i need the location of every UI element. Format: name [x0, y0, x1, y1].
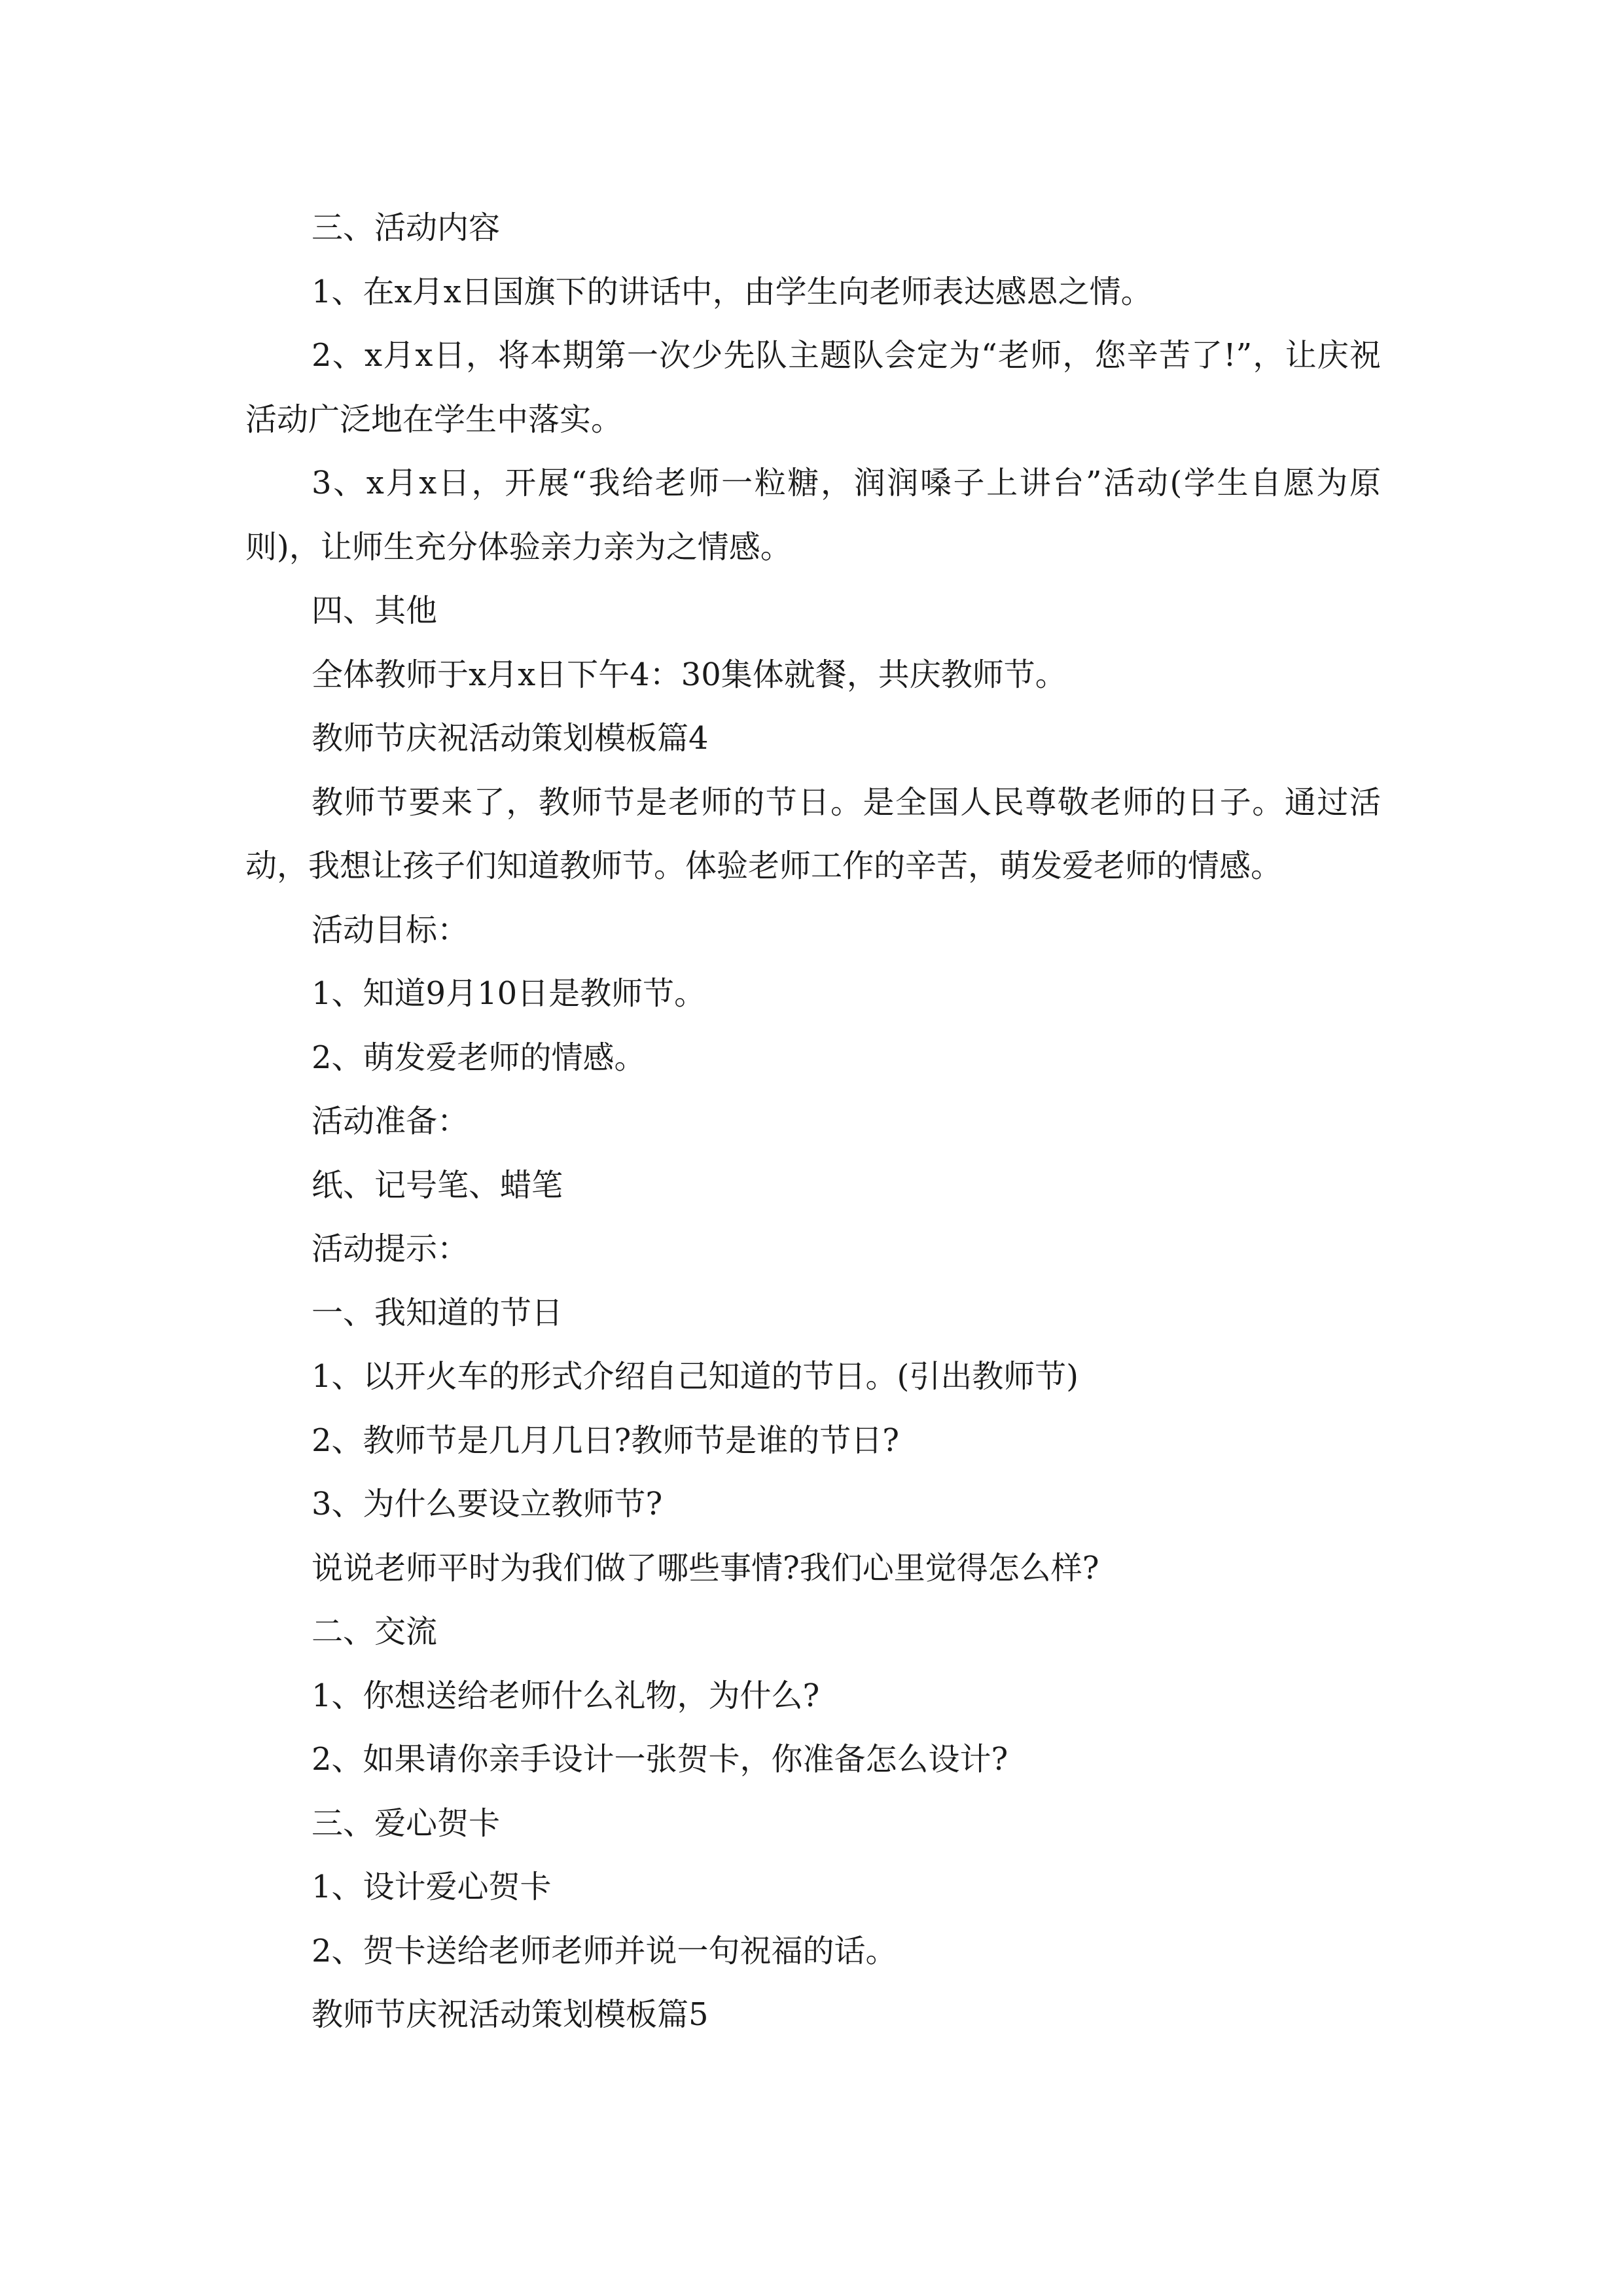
paragraph: 2、贺卡送给老师老师并说一句祝福的话。 — [312, 1932, 897, 1969]
section-heading: 活动目标： — [312, 911, 469, 948]
paragraph: 1、你想送给老师什么礼物，为什么? — [312, 1677, 820, 1714]
paragraph: 教师节要来了，教师节是老师的节日。是全国人民尊敬老师的日子。通过活动，我想让孩子们知道教师节。体验老师工作的辛苦，萌发爱老师的情感。 — [245, 783, 1381, 884]
section-heading: 四、其他 — [312, 592, 438, 629]
paragraph: 纸、记号笔、蜡笔 — [312, 1166, 563, 1204]
template-title: 教师节庆祝活动策划模板篇4 — [312, 720, 709, 757]
section-heading: 三、爱心贺卡 — [312, 1804, 501, 1842]
paragraph: 1、以开火车的形式介绍自己知道的节日。(引出教师节) — [312, 1358, 1079, 1395]
paragraph: 全体教师于x月x日下午4：30集体就餐，共庆教师节。 — [312, 656, 1067, 693]
template-title: 教师节庆祝活动策划模板篇5 — [312, 1996, 709, 2033]
section-heading: 一、我知道的节日 — [312, 1294, 563, 1331]
paragraph: 1、设计爱心贺卡 — [312, 1869, 552, 1905]
paragraph: 说说老师平时为我们做了哪些事情?我们心里觉得怎么样? — [312, 1549, 1099, 1587]
document-body — [245, 196, 1381, 2047]
section-heading: 二、交流 — [312, 1613, 438, 1650]
paragraph: 2、萌发爱老师的情感。 — [312, 1039, 646, 1076]
section-heading: 活动准备： — [312, 1103, 469, 1139]
paragraph: 2、教师节是几月几日?教师节是谁的节日? — [312, 1422, 900, 1459]
section-heading: 三、活动内容 — [312, 209, 501, 246]
paragraph: 3、为什么要设立教师节? — [312, 1486, 663, 1522]
paragraph: 2、如果请你亲手设计一张贺卡，你准备怎么设计? — [312, 1741, 1008, 1778]
paragraph: 1、知道9月10日是教师节。 — [312, 975, 706, 1012]
paragraph: 3、x月x日，开展“我给老师一粒糖，润润嗓子上讲台”活动(学生自愿为原则)，让师生充分体验亲力亲为之情感。 — [245, 465, 1381, 565]
paragraph: 1、在x月x日国旗下的讲话中，由学生向老师表达感恩之情。 — [312, 273, 1152, 310]
paragraph: 2、x月x日，将本期第一次少先队主题队会定为“老师，您辛苦了!”，让庆祝活动广泛地在学生中落实。 — [245, 337, 1381, 438]
section-heading: 活动提示： — [312, 1230, 469, 1267]
